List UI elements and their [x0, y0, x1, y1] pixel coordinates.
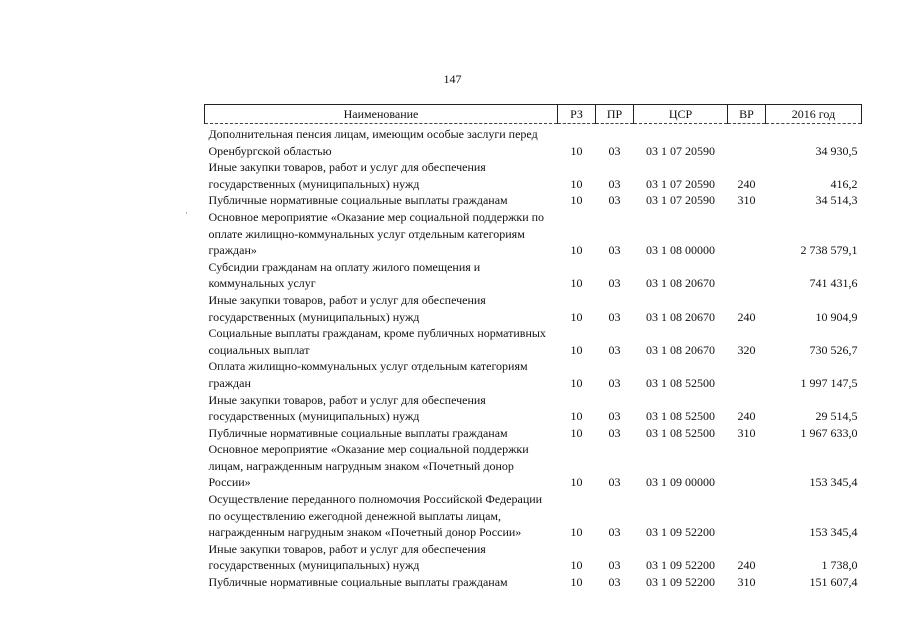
row-pr: 03	[608, 475, 621, 490]
row-vr: 240	[737, 309, 756, 324]
row-amount: 2 738 579,1	[800, 243, 858, 258]
header-rz: РЗ	[558, 105, 596, 124]
row-name: Иные закупки товаров, работ и услуг для обеспечения государственных (муниципальных) нужд	[208, 292, 486, 324]
table-row	[205, 574, 862, 591]
row-amount: 34 930,5	[815, 143, 858, 158]
row-name: Иные закупки товаров, работ и услуг для обеспечения государственных (муниципальных) нужд	[208, 541, 486, 573]
row-amount: 1 738,0	[821, 558, 858, 573]
row-vr	[728, 259, 766, 292]
row-name: Основное мероприятие «Оказание мер социальной поддержки лицам, награжденным нагрудным знаком «Почетный донор России»	[208, 442, 529, 490]
row-vr: 240	[737, 558, 756, 573]
row-name: Публичные нормативные социальные выплаты гражданам	[208, 425, 508, 440]
row-rz: 10	[570, 276, 583, 291]
row-name: Дополнительная пенсия лицам, имеющим особые заслуги перед Оренбургской областью	[208, 127, 538, 158]
row-rz: 10	[570, 525, 583, 540]
row-name: Оплата жилищно-коммунальных услуг отдельным категориям граждан	[208, 359, 528, 390]
row-csr: 03 1 09 00000	[646, 475, 715, 490]
row-rz: 10	[570, 309, 583, 324]
table-row	[205, 541, 862, 574]
row-rz: 10	[570, 409, 583, 424]
row-csr: 03 1 07 20590	[646, 176, 715, 191]
row-pr: 03	[608, 309, 621, 324]
row-rz: 10	[570, 143, 583, 158]
row-name: Иные закупки товаров, работ и услуг для обеспечения государственных (муниципальных) нужд	[208, 160, 486, 191]
row-amount: 730 526,7	[809, 342, 858, 357]
row-rz: 10	[570, 193, 583, 208]
row-pr: 03	[608, 243, 621, 258]
row-vr: 310	[737, 425, 756, 440]
table-row	[205, 441, 862, 491]
budget-table	[204, 104, 862, 591]
header-csr: ЦСР	[634, 105, 728, 124]
row-csr: 03 1 08 52500	[646, 425, 715, 440]
row-pr: 03	[608, 143, 621, 158]
row-amount: 1 967 633,0	[800, 425, 858, 440]
row-csr: 03 1 07 20590	[646, 143, 715, 158]
row-amount: 153 345,4	[809, 475, 858, 490]
table-row	[205, 392, 862, 425]
table-row	[205, 325, 862, 358]
row-pr: 03	[608, 176, 621, 191]
row-pr: 03	[608, 409, 621, 424]
row-pr: 03	[608, 276, 621, 291]
row-csr: 03 1 08 00000	[646, 243, 715, 258]
table-header	[205, 105, 862, 124]
row-name: Публичные нормативные социальные выплаты гражданам	[208, 193, 508, 208]
row-pr: 03	[608, 342, 621, 357]
row-vr: 310	[737, 193, 756, 208]
row-vr	[728, 358, 766, 391]
row-csr: 03 1 09 52200	[646, 525, 715, 540]
row-vr: 240	[737, 409, 756, 424]
row-amount: 741 431,6	[809, 276, 858, 291]
table-row	[205, 124, 862, 160]
row-amount: 416,2	[830, 176, 858, 191]
row-name: Социальные выплаты гражданам, кроме публичных нормативных социальных выплат	[208, 326, 546, 357]
row-amount: 153 345,4	[809, 525, 858, 540]
row-vr	[728, 441, 766, 491]
row-pr: 03	[608, 575, 621, 590]
row-name: Публичные нормативные социальные выплаты гражданам	[208, 575, 508, 590]
row-pr: 03	[608, 193, 621, 208]
header-pr: ПР	[596, 105, 634, 124]
row-csr: 03 1 07 20590	[646, 193, 715, 208]
row-csr: 03 1 09 52200	[646, 575, 715, 590]
row-name: Иные закупки товаров, работ и услуг для обеспечения государственных (муниципальных) нужд	[208, 392, 486, 424]
stray-mark: ·	[185, 208, 188, 218]
row-csr: 03 1 09 52200	[646, 558, 715, 573]
row-pr: 03	[608, 375, 621, 390]
row-amount: 29 514,5	[815, 409, 858, 424]
row-vr: 240	[737, 176, 756, 191]
table-row	[205, 159, 862, 192]
row-csr: 03 1 08 20670	[646, 276, 715, 291]
row-name: Основное мероприятие «Оказание мер социальной поддержки по оплате жилищно-коммунальных услуг отдельным категориям граждан»	[208, 209, 545, 258]
row-amount: 151 607,4	[809, 575, 858, 590]
row-vr: 310	[737, 575, 756, 590]
page-number: 147	[443, 72, 462, 86]
table-row	[205, 292, 862, 325]
row-vr	[728, 209, 766, 259]
header-vr: ВР	[728, 105, 766, 124]
row-pr: 03	[608, 558, 621, 573]
table-row	[205, 192, 862, 209]
row-rz: 10	[570, 375, 583, 390]
row-rz: 10	[570, 475, 583, 490]
row-csr: 03 1 08 20670	[646, 342, 715, 357]
row-name: Субсидии гражданам на оплату жилого помещения и коммунальных услуг	[208, 259, 481, 291]
row-csr: 03 1 08 52500	[646, 409, 715, 424]
table-body	[205, 124, 862, 591]
row-csr: 03 1 08 52500	[646, 375, 715, 390]
row-rz: 10	[570, 575, 583, 590]
row-rz: 10	[570, 558, 583, 573]
header-name: Наименование	[205, 105, 558, 124]
row-amount: 10 904,9	[815, 309, 858, 324]
table-row	[205, 259, 862, 292]
table-row	[205, 491, 862, 541]
table-row	[205, 358, 862, 391]
row-vr	[728, 124, 766, 160]
row-pr: 03	[608, 525, 621, 540]
row-rz: 10	[570, 243, 583, 258]
table-row	[205, 209, 862, 259]
row-vr: 320	[737, 342, 756, 357]
row-name: Осуществление переданного полномочия Российской Федерации по осуществлению ежегодной денежной выплаты лицам, награжденным нагрудным знаком «Почетный донор России»	[208, 492, 543, 540]
row-rz: 10	[570, 425, 583, 440]
row-csr: 03 1 08 20670	[646, 309, 715, 324]
row-amount: 1 997 147,5	[800, 375, 858, 390]
row-vr	[728, 491, 766, 541]
header-row	[205, 105, 862, 124]
row-amount: 34 514,3	[815, 193, 858, 208]
row-pr: 03	[608, 425, 621, 440]
table-row	[205, 425, 862, 442]
header-year: 2016 год	[766, 105, 862, 124]
row-rz: 10	[570, 176, 583, 191]
row-rz: 10	[570, 342, 583, 357]
